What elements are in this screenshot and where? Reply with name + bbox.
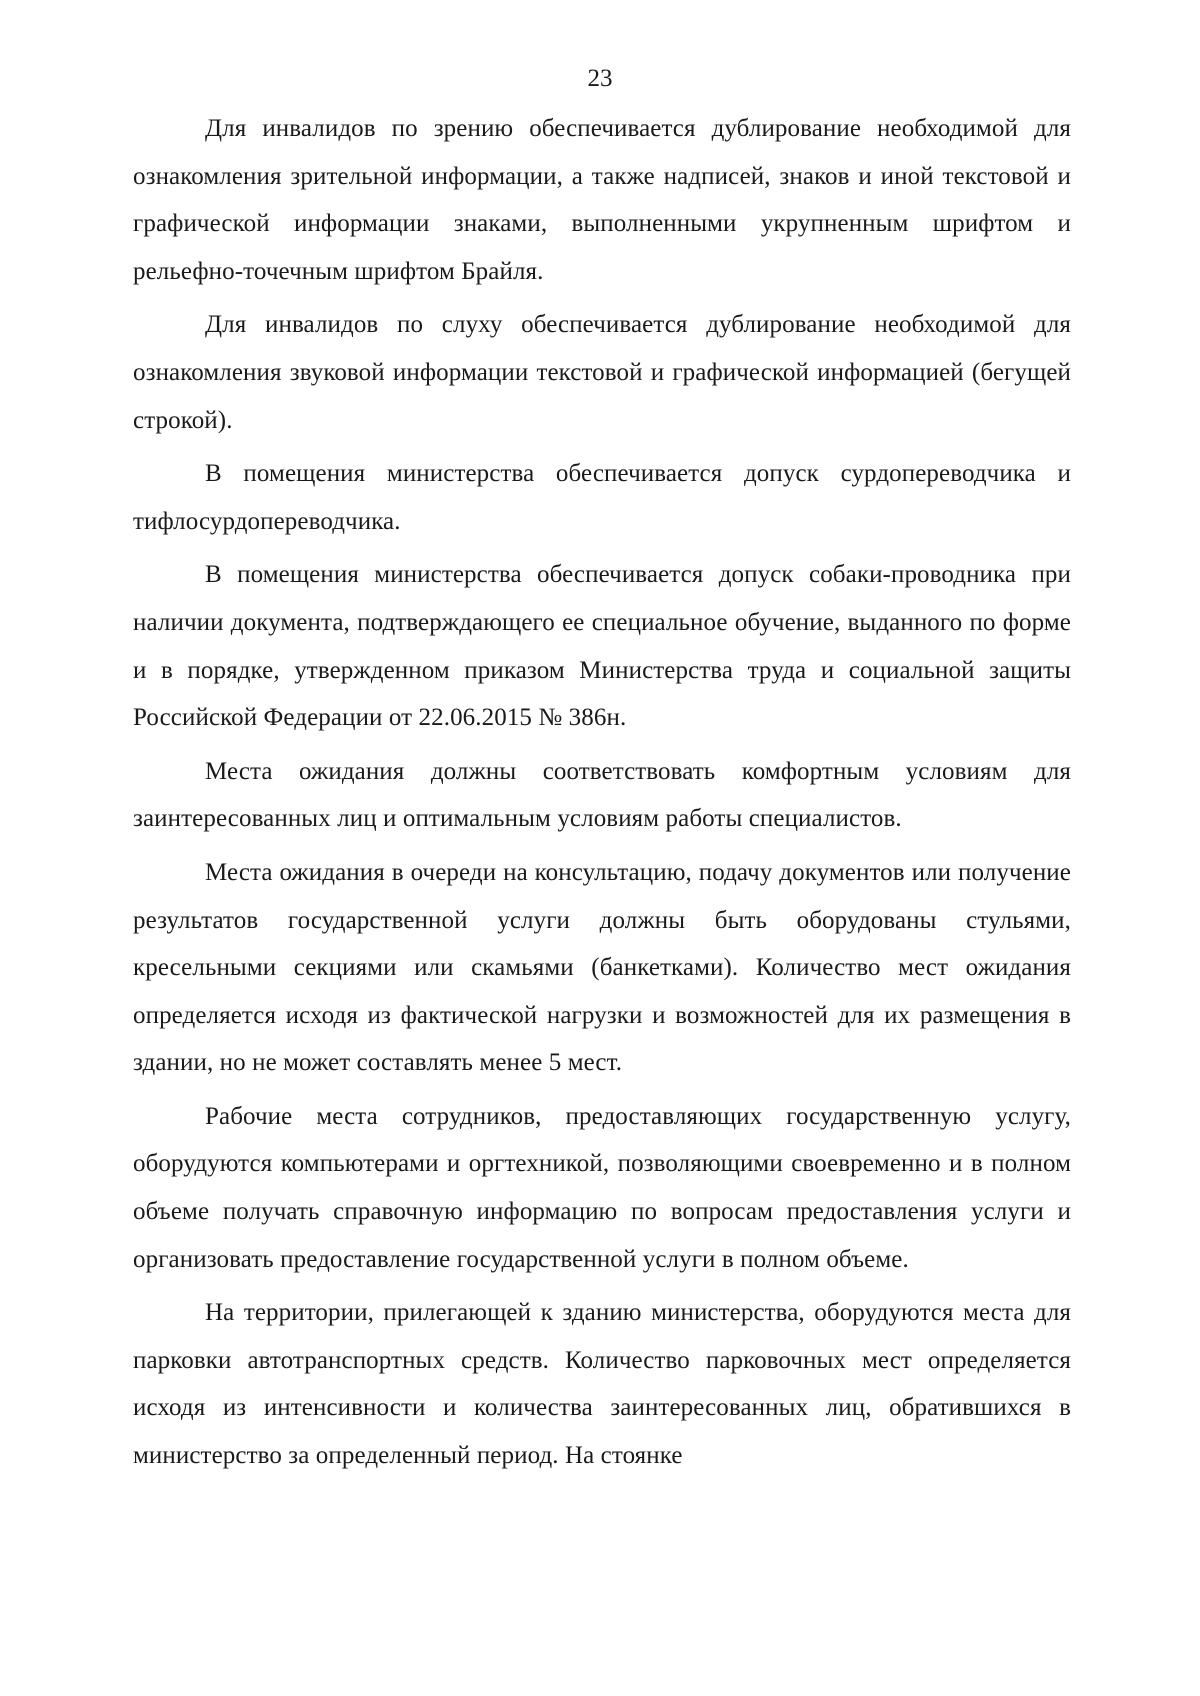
paragraph-parking: На территории, прилегающей к зданию министерства, оборудуются места для парковки автотранспортных средств. Количество парковочных мест определяется исходя из интенсивности и количества заинтересованных лиц, обратившихся в министерство за определенный период. На стоянке [133,1299,1071,1470]
paragraph-guide-dog: В помещения министерства обеспечивается допуск собаки-проводника при наличии документа, подтверждающего ее специальное обучение, выданного по форме и в порядке, утвержденном приказом Министерства труда и социальной защиты Российской Федерации от 22.06.2015 № 386н. [133,561,1071,732]
paragraph-sign-interpreter: В помещения министерства обеспечивается допуск сурдопереводчика и тифлосурдопереводчика. [133,460,1071,535]
paragraph-waiting-seating: Места ожидания в очереди на консультацию, подачу документов или получение результатов государственной услуги должны быть оборудованы стульями, кресельными секциями или скамьями (банкетками). Количество мест ожидания определяется исходя из фактической нагрузки и возможностей для их размещения в здании, но не может составлять менее 5 мест. [133,858,1071,1077]
page-number: 23 [587,65,613,92]
document-body [133,105,1071,1486]
paragraph-visual-impairment: Для инвалидов по зрению обеспечивается дублирование необходимой для ознакомления зрительной информации, а также надписей, знаков и иной текстовой и графической информации знаками, выполненными укрупненным шрифтом и рельефно-точечным шрифтом Брайля. [133,115,1071,285]
paragraph-workplaces: Рабочие места сотрудников, предоставляющих государственную услугу, оборудуются компьютерами и оргтехникой, позволяющими своевременно и в полном объеме получать справочную информацию по вопросам предоставления услуги и организовать предоставление государственной услуги в полном объеме. [133,1102,1071,1273]
paragraph-hearing-impairment: Для инвалидов по слуху обеспечивается дублирование необходимой для ознакомления звуковой информации текстовой и графической информацией (бегущей строкой). [133,311,1071,434]
paragraph-waiting-areas: Места ожидания должны соответствовать комфортным условиям для заинтересованных лиц и оптимальным условиям работы специалистов. [133,757,1071,833]
